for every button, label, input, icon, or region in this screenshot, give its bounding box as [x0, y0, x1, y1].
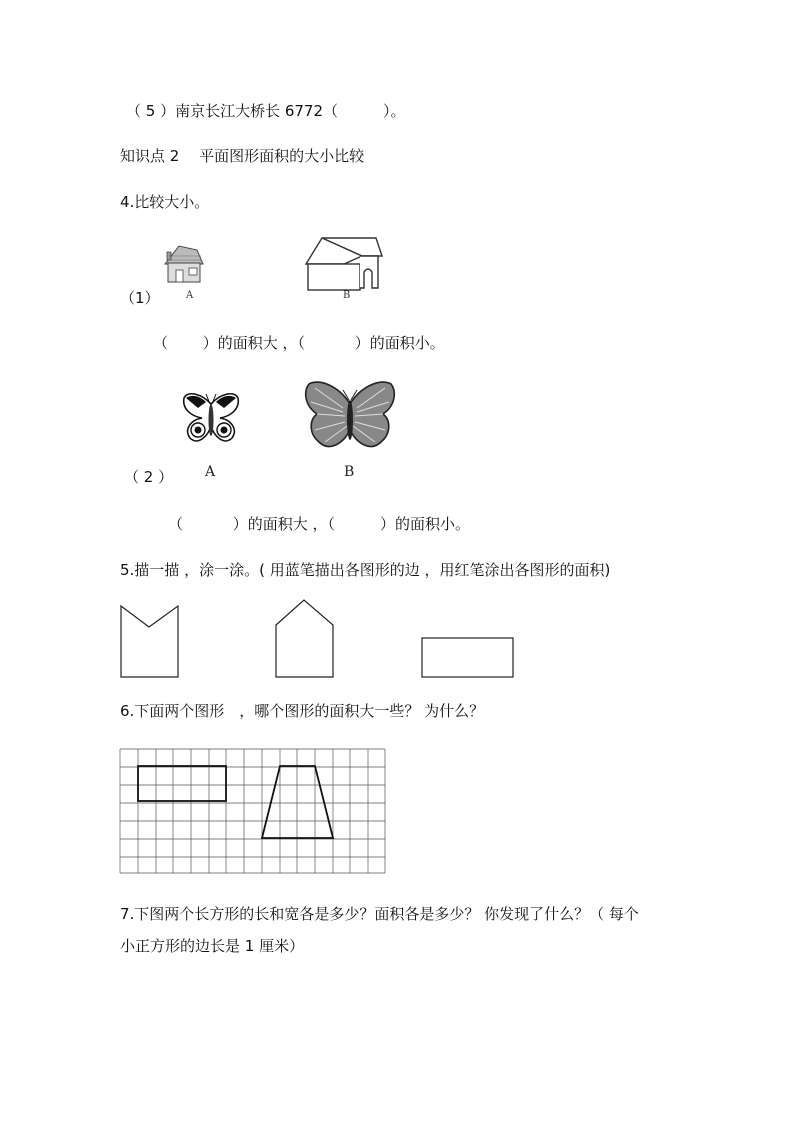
- question-5-item: （ 5 ）南京长江大桥长 6772（ ）。: [126, 102, 406, 120]
- section-heading: 知识点 2 平面图形面积的大小比较: [120, 147, 365, 165]
- question-6-title: 6.下面两个图形 ，哪个图形的面积大一些？ 为什么？: [120, 702, 485, 720]
- question-4-part1-label: （1）: [120, 289, 160, 307]
- question-4-part2-label: （ 2 ）: [124, 468, 174, 486]
- butterfly-b-label: B: [344, 464, 355, 480]
- house-b-label: B: [343, 290, 351, 301]
- butterfly-a-label: A: [205, 464, 216, 480]
- question-4-part2-answer: （ ）的面积大 ，（ ）的面积小。: [168, 515, 471, 533]
- question-4-title: 4.比较大小。: [120, 193, 210, 211]
- question-5-title: 5.描一描 ，涂一涂。( 用蓝笔描出各图形的边 ，用红笔涂出各图形的面积): [120, 561, 611, 579]
- grid-rectangle: [138, 766, 226, 801]
- question-7-line-2: 小正方形的边长是 1 厘米）: [120, 937, 305, 955]
- question-7-line-1: 7.下图两个长方形的长和宽各是多少？面积各是多少？ 你发现了什么？（ 每个: [120, 905, 639, 923]
- grid-trapezoid: [262, 766, 333, 838]
- house-a-label: A: [186, 290, 194, 301]
- question-4-part1-answer: （ ）的面积大 ，（ ）的面积小。: [153, 334, 445, 352]
